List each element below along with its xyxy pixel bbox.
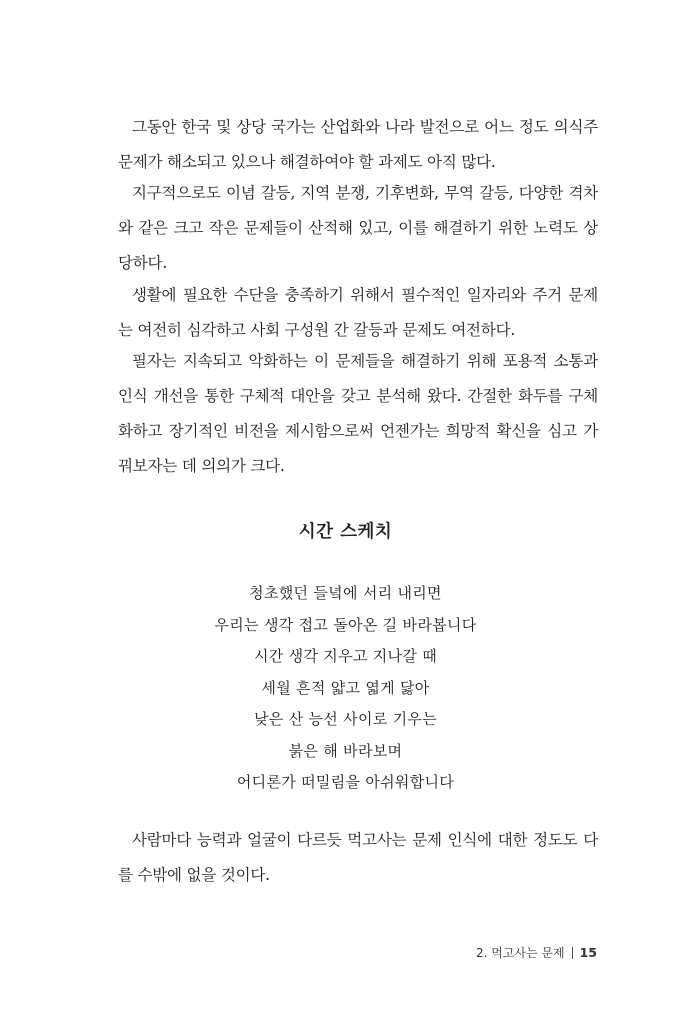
page-number: 15 [579,945,597,960]
page-footer [476,944,597,961]
poem-line: 세월 흔적 얇고 엷게 닳아 [261,678,430,697]
poem-body [0,578,691,799]
footer-divider [572,947,573,959]
poem-line: 시간 생각 지우고 지나갈 때 [254,647,437,665]
running-chapter-title: 2. 먹고사는 문제 [475,946,565,960]
body-paragraph: 그동안 한국 및 상당 국가는 산업화와 나라 발전으로 어느 정도 의식주 문제가 해소되고 있으나 해결하여야 할 과제도 아직 많다. [118,118,598,171]
closing-paragraph: 사람마다 능력과 얼굴이 다르듯 먹고사는 문제 인식에 대한 정도도 다를 수밖에 없을 것이다. [118,831,598,884]
poem-line: 낮은 산 능선 사이로 기우는 [254,710,437,728]
poem-line: 붉은 해 바라보며 [288,741,403,760]
poem-line: 어디론가 떠밀림을 아쉬워합니다 [236,773,455,791]
body-paragraph: 지구적으로도 이념 갈등, 지역 분쟁, 기후변화, 무역 갈등, 다양한 격차와 같은 크고 작은 문제들이 산적해 있고, 이를 해결하기 위한 노력도 상당하다. [118,184,598,272]
poem-line: 청초했던 들녘에 서리 내리면 [249,584,442,602]
poem-line: 우리는 생각 접고 돌아온 길 바라봅니다 [214,615,477,634]
body-paragraph: 필자는 지속되고 악화하는 이 문제들을 해결하기 위해 포용적 소통과 인식 개선을 통한 구체적 대안을 갖고 분석해 왔다. 간절한 화두를 구체화하고 장기적인 비전을 제시함으로써 언젠가는 희망적 확신을 심고 가꿔보자는 데 의의가 크다. [118,352,598,475]
body-paragraph: 생활에 필요한 수단을 충족하기 위해서 필수적인 일자리와 주거 문제는 여전히 심각하고 사회 구성원 간 갈등과 문제도 여전하다. [118,286,598,339]
poem-title: 시간 스케치 [298,522,393,542]
